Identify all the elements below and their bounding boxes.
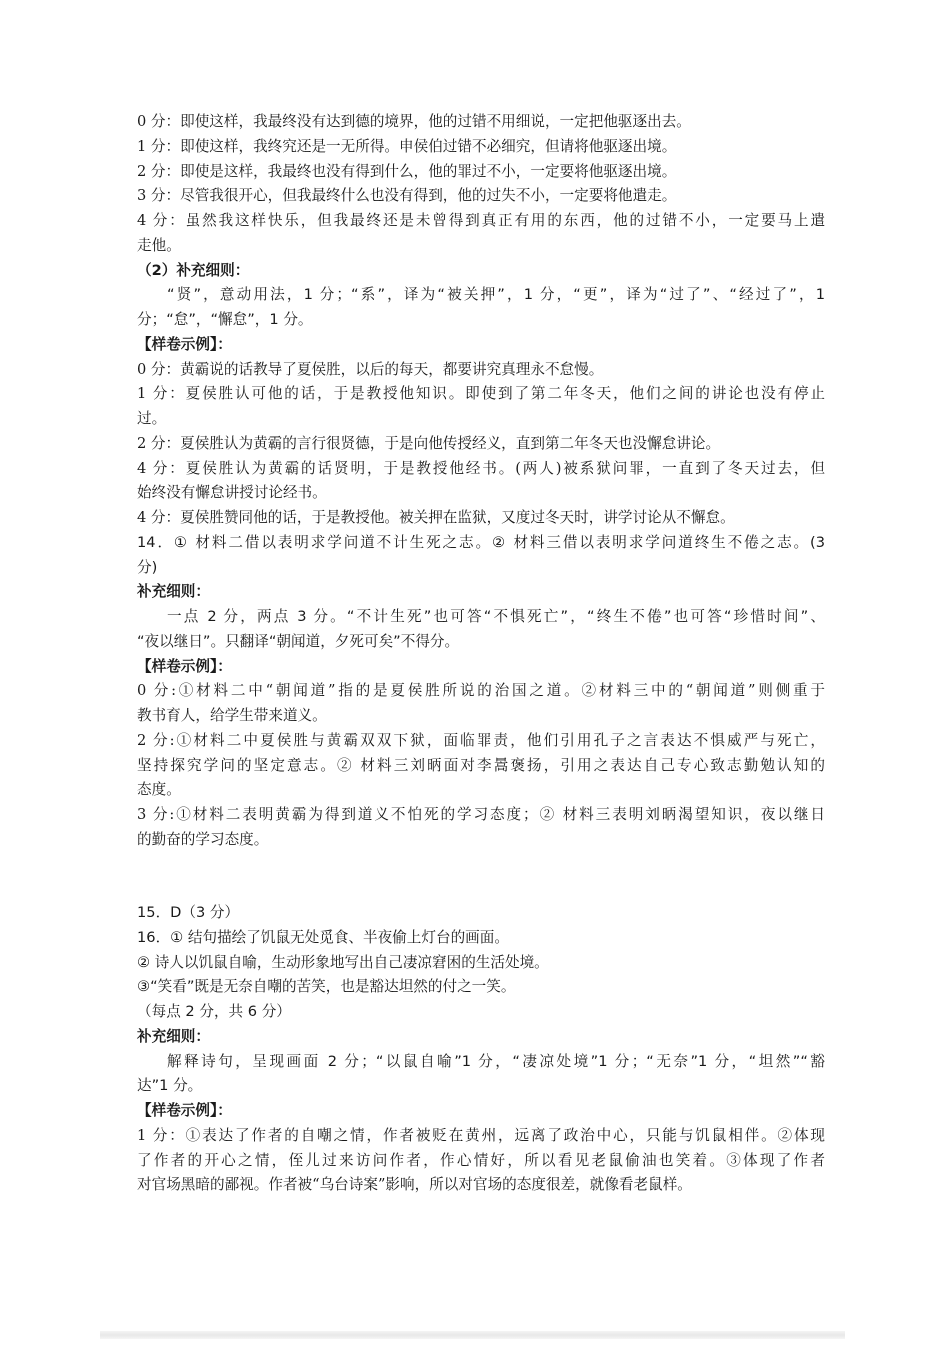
text-line: 分；“怠”，“懈怠”，1 分。 (137, 311, 313, 328)
text-line: 了作者的开心之情，侄儿过来访问作者，作心情好，所以看见老鼠偷油也笑着。③体现了作者 (137, 1151, 825, 1169)
text-line: 走他。 (137, 236, 181, 254)
text-line: 1 分：夏侯胜认可他的话，于是教授他知识。即使到了第二年冬天，他们之间的讲论也没有停止 (137, 385, 825, 403)
text-line: 3 分：尽管我很开心，但我最终什么也没有得到，他的过失不小，一定要将他遣走。 (137, 187, 677, 205)
section-heading: 补充细则： (137, 1027, 210, 1045)
text-line: 2 分:①材料二中夏侯胜与黄霸双双下狱，面临罪责，他们引用孔子之言表达不惧威严与死亡， (137, 731, 825, 749)
section-heading: 【样卷示例】： (137, 1102, 232, 1119)
text-line: 达”1 分。 (137, 1077, 203, 1095)
text-line: 4 分：夏侯胜赞同他的话，于是教授他。被关押在监狱，又度过冬天时，讲学讨论从不懈怠。 (137, 509, 735, 526)
text-line: “贤”，意动用法，1 分；“系”，译为“被关押”，1 分，“更”，译为“过了”、“经过了”，1 (167, 286, 825, 304)
section-heading: 【样卷示例】： (137, 335, 232, 353)
text-line: 分) (137, 558, 158, 576)
text-line: 2 分：夏侯胜认为黄霸的言行很贤德，于是向他传授经义，直到第二年冬天也没懈怠讲论。 (137, 434, 721, 452)
text-line: ③“笑看”既是无奈自嘲的苦笑，也是豁达坦然的付之一笑。 (137, 978, 516, 996)
text-line: 3 分:①材料二表明黄霸为得到道义不怕死的学习态度；② 材料三表明刘昞渴望知识，夜以继日 (137, 806, 825, 823)
text-line: 0 分:①材料二中“朝闻道”指的是夏侯胜所说的治国之道。②材料三中的“朝闻道”则侧重于 (137, 682, 825, 700)
text-line: 16．① 结句描绘了饥鼠无处觅食、半夜偷上灯台的画面。 (137, 928, 509, 946)
text-line: 14．① 材料二借以表明求学问道不计生死之志。② 材料三借以表明求学问道终生不倦之志。(3 (137, 533, 825, 551)
text-line: 的勤奋的学习态度。 (137, 830, 269, 848)
text-line: 1 分：即使这样，我终究还是一无所得。申侯伯过错不必细究，但请将他驱逐出境。 (137, 137, 677, 155)
section-heading: 【样卷示例】： (137, 657, 232, 675)
text-line: 解释诗句，呈现画面 2 分；“以鼠自喻”1 分，“凄凉处境”1 分；“无奈”1 分，“坦然”“豁 (167, 1052, 825, 1070)
text-line: 教书育人，给学生带来道义。 (137, 707, 327, 724)
text-line: 坚持探究学问的坚定意志。② 材料三刘昞面对李暠褒扬，引用之表达自己专心致志勤勉认知的 (137, 756, 825, 774)
text-line: 1 分：①表达了作者的自嘲之情，作者被贬在黄州，远离了政治中心，只能与饥鼠相伴。②体现 (137, 1126, 825, 1144)
text-line: 态度。 (137, 781, 181, 799)
text-line: 15．D（3 分） (137, 904, 240, 921)
text-line: 过。 (137, 410, 167, 427)
text-line: 0 分：即使这样，我最终没有达到德的境界，他的过错不用细说，一定把他驱逐出去。 (137, 113, 691, 130)
text-line: 4 分：虽然我这样快乐，但我最终还是未曾得到真正有用的东西，他的过错不小，一定要马上遣 (137, 212, 825, 229)
text-line: 一点 2 分，两点 3 分。“不计生死”也可答“不惧死亡”，“终生不倦”也可答“珍惜时间”、 (167, 608, 825, 625)
text-line: 始终没有懈怠讲授讨论经书。 (137, 484, 327, 502)
section-heading: （2）补充细则： (137, 261, 250, 279)
text-line: 4 分：夏侯胜认为黄霸的话贤明，于是教授他经书。(两人)被系狱问罪，一直到了冬天过去，但 (137, 459, 825, 477)
text-line: 0 分：黄霸说的话教导了夏侯胜，以后的每天，都要讲究真理永不怠慢。 (137, 360, 604, 378)
text-line: 2 分：即使是这样，我最终也没有得到什么，他的罪过不小，一定要将他驱逐出境。 (137, 162, 677, 180)
section-heading: 补充细则： (137, 583, 210, 601)
text-line: “夜以继日”。只翻译“朝闻道，夕死可矣”不得分。 (137, 632, 460, 650)
text-line: （每点 2 分，共 6 分） (137, 1003, 291, 1020)
page-bottom-edge (100, 1331, 845, 1339)
text-line: ② 诗人以饥鼠自喻，生动形象地写出自己凄凉窘困的生活处境。 (137, 953, 549, 971)
text-line: 对官场黑暗的鄙视。作者被“乌台诗案”影响，所以对官场的态度很差，就像看老鼠样。 (137, 1176, 692, 1194)
